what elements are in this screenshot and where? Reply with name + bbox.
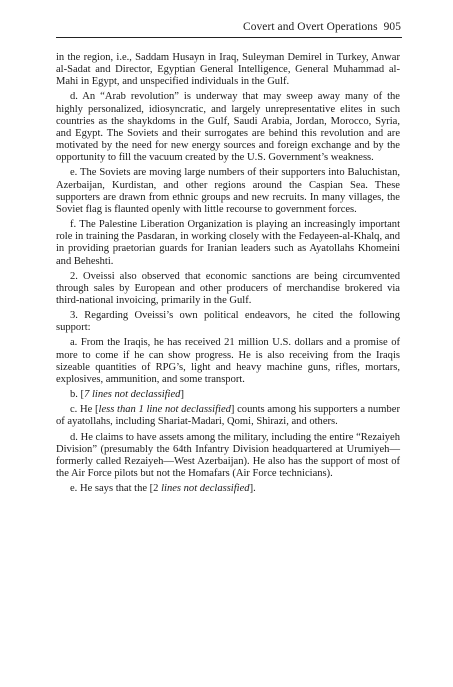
paragraph-e-redaction-note: lines not declassified [161, 483, 250, 495]
header-rule [56, 37, 402, 38]
paragraph-d-military: d. He claims to have assets among the military, including the entire “Rezaiyeh Division” (presumably the 64th Infantry Division headquartered at Urumiyeh—formerly called Rezaiyeh—West Azerbaijan). He also has the support of most of the Air Force pilots but not the Homafars (Air Force technicians). [56, 431, 400, 479]
paragraph-b-suffix: ] [180, 389, 184, 401]
running-title: Covert and Overt Operations [243, 21, 378, 33]
paragraph-d-arab-revolution: d. An “Arab revolution” is underway that may sweep away many of the highly personalized, idiosyncratic, and largely unrepresentative elites in such countries as the shaykdoms in the Gulf, Saudi Arabia, Jordan, Morocco, Syria, and Egypt. The Soviets and their surrogates are behind this revolution and are motivated by the need for new energy sources and foreign exchange and by the opportunity to fill the vacuum created by the U.S. Government’s weakness. [56, 91, 400, 164]
paragraph-b-prefix: b. [ [70, 389, 85, 401]
body-text [56, 52, 400, 498]
paragraph-f-plo: f. The Palestine Liberation Organization is playing an increasingly important role in training the Pasdaran, in working closely with the Fedayeen-al-Khalq, and in providing praetorian guards for Iranian leaders such as Ayatollahs Khomeini and Beheshti. [56, 219, 400, 267]
running-head [243, 21, 401, 33]
paragraph-3-support: 3. Regarding Oveissi’s own political endeavors, he cited the following support: [56, 310, 400, 334]
paragraph-a-iraqis: a. From the Iraqis, he has received 21 million U.S. dollars and a promise of more to come if he can show progress. He is also receiving from the Iraqis sizeable quantities of RPG’s, light and heavy machine guns, rifles, mortars, explosives, ammunition, and some transport. [56, 337, 400, 385]
paragraph-continuation: in the region, i.e., Saddam Husayn in Iraq, Suleyman Demirel in Turkey, Anwar al-Sadat and Director, Egyptian General Intelligence, General Muhammad al-Mahi in Egypt, and unspecified individuals in the Gulf. [56, 52, 400, 88]
paragraph-b-not-declassified [56, 389, 400, 401]
paragraph-c-prefix: c. He [ [70, 404, 99, 416]
paragraph-e-suffix: ]. [249, 483, 256, 495]
paragraph-e-prefix: e. He says that the [2 [70, 483, 162, 495]
page-number: 905 [383, 21, 401, 33]
paragraph-e-soviets: e. The Soviets are moving large numbers of their supporters into Baluchistan, Azerbaijan, Kurdistan, and other regions around the Caspian Sea. These supporters are drawn from ethnic groups and new recruits. In many villages, the Soviet flag is flaunted openly with little recourse to government forces. [56, 167, 400, 215]
paragraph-b-redaction-note: 7 lines not declassified [84, 389, 181, 401]
paragraph-c-redaction-note: less than 1 line not declassified [98, 404, 231, 416]
paragraph-e-says [56, 483, 400, 495]
paragraph-c-ayatollahs [56, 404, 400, 428]
paragraph-c-suffix: ] counts among his supporters a number of ayatollahs, including Shariat-Madari, Qomi, Shirazi, and others. [56, 404, 400, 428]
paragraph-2-sanctions: 2. Oveissi also observed that economic sanctions are being circumvented through sales by European and other producers of merchandise brokered via third-national invoicing, primarily in the Gulf. [56, 270, 400, 306]
